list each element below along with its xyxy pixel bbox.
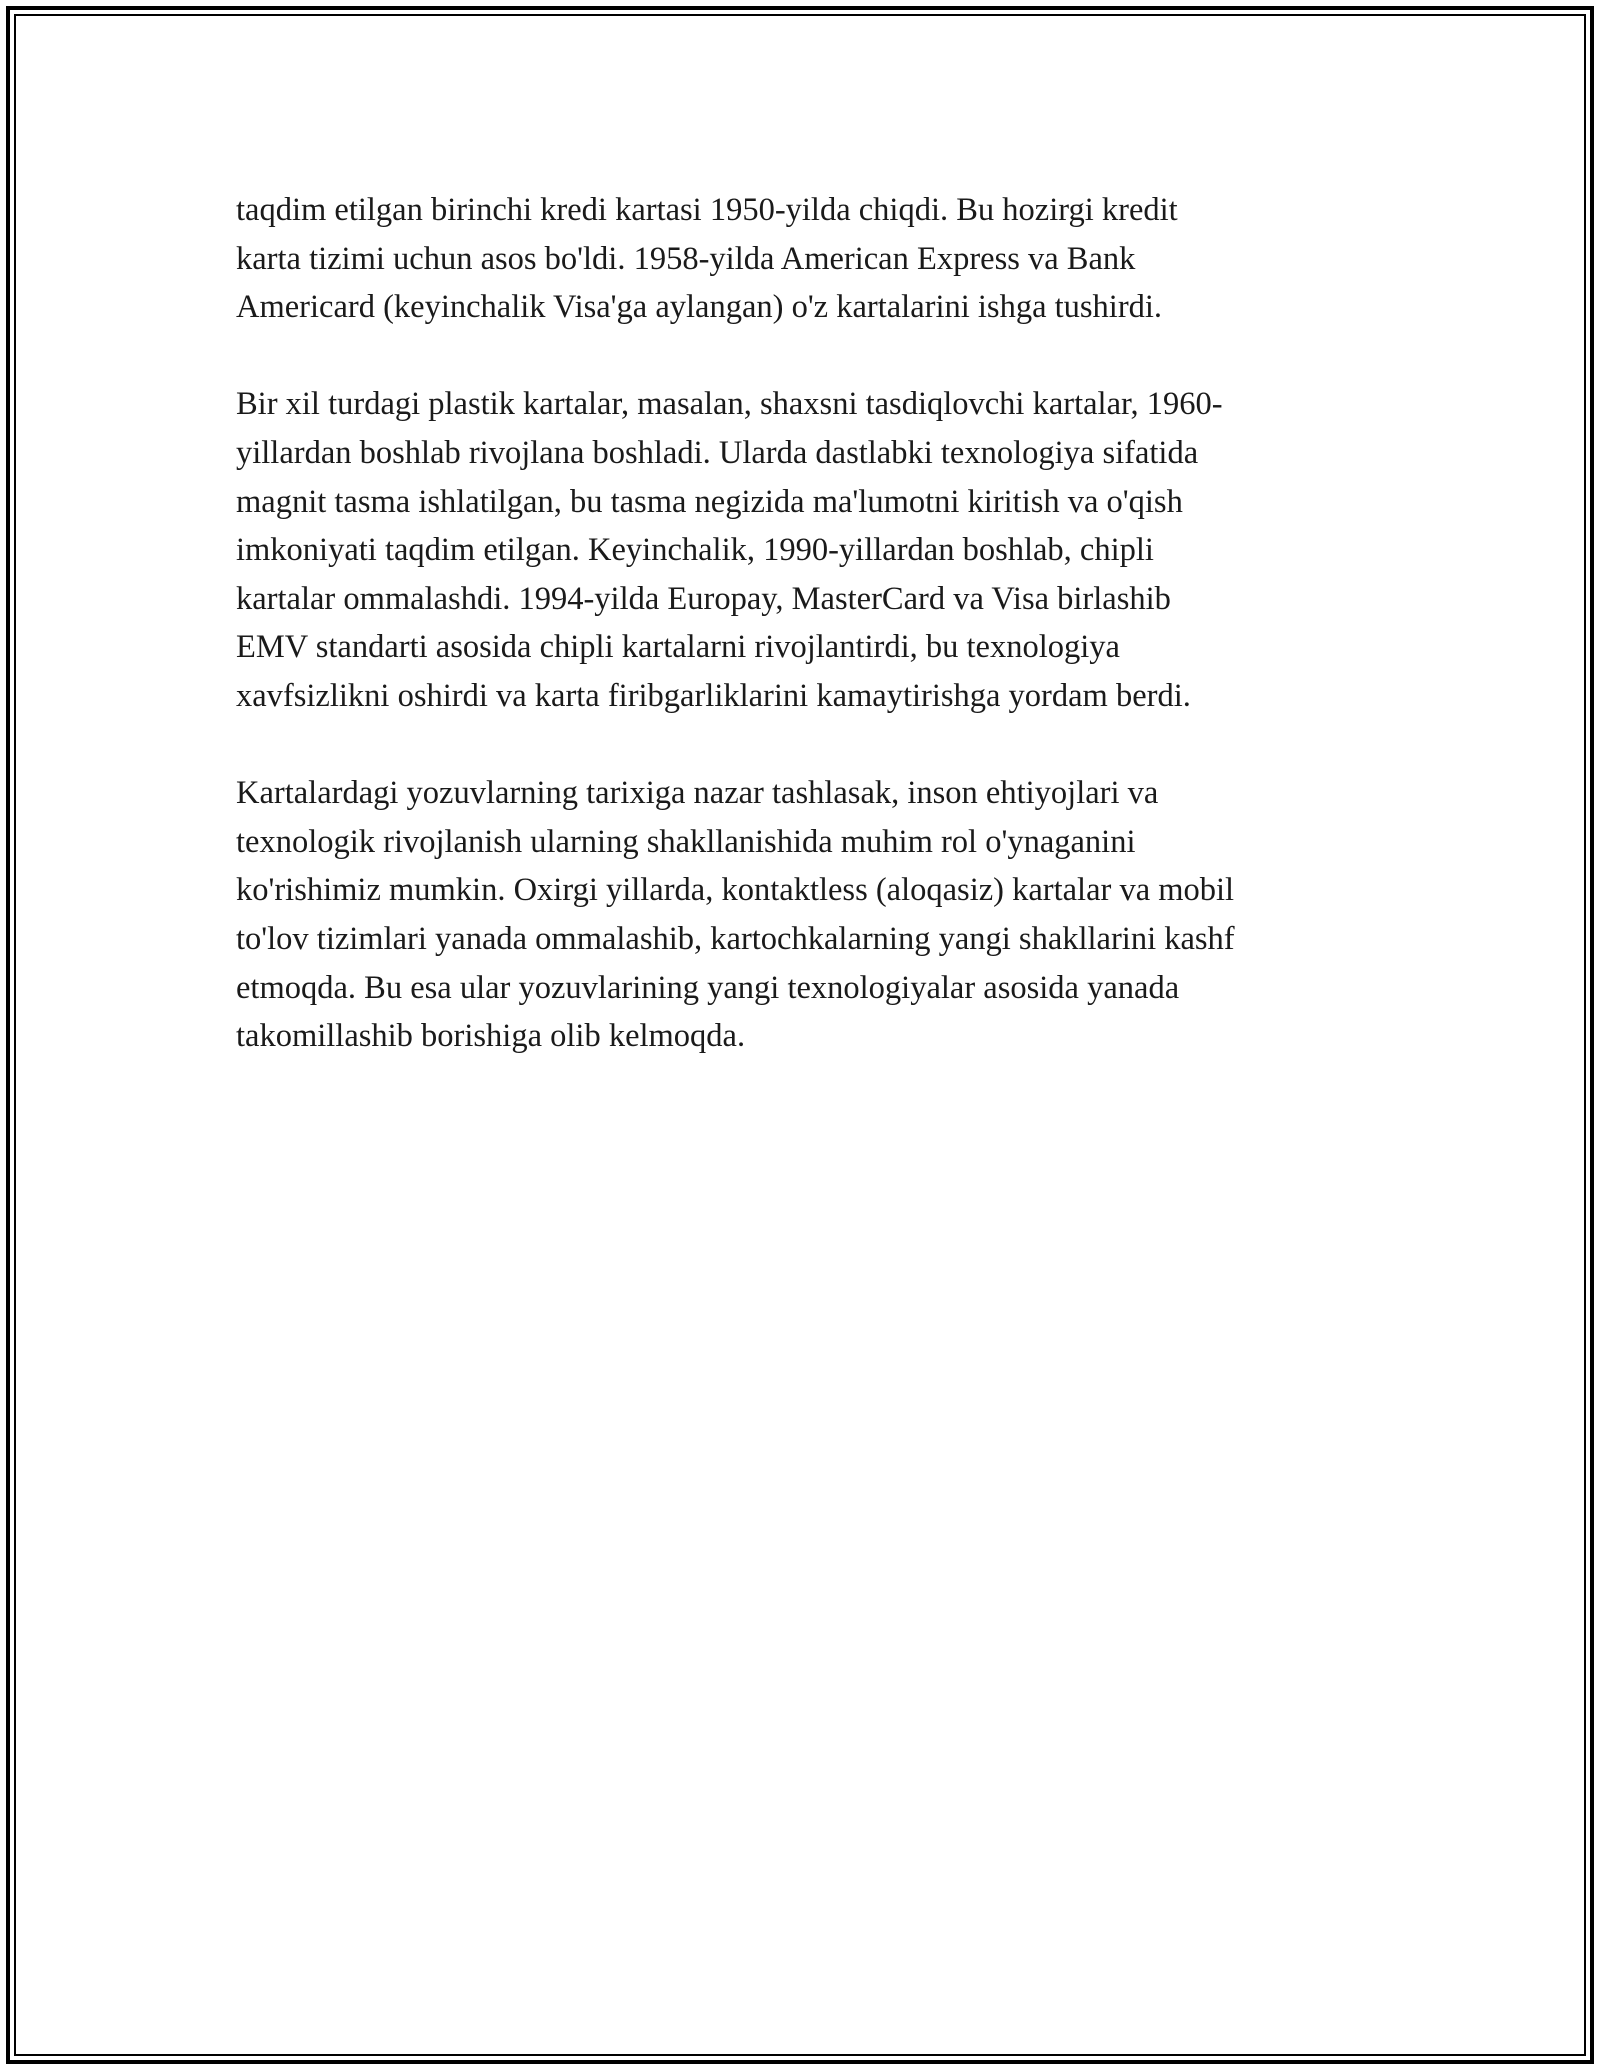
paragraph-plastic-cards	[236, 380, 1376, 720]
paragraph-card-inscriptions	[236, 769, 1376, 1061]
text-line: etmoqda. Bu esa ular yozuvlarining yangi texnologiyalar asosida yanada	[236, 969, 1180, 1006]
text-line: xavfsizlikni oshirdi va karta firibgarliklarini kamaytirishga yordam berdi.	[236, 677, 1191, 714]
text-line: EMV standarti asosida chipli kartalarni rivojlantirdi, bu texnologiya	[236, 629, 1120, 666]
text-line: to'lov tizimlari yanada ommalashib, kartochkalarning yangi shakllarini kashf	[236, 920, 1235, 957]
text-line: Kartalardagi yozuvlarning tarixiga nazar tashlasak, inson ehtiyojlari va	[236, 775, 1159, 812]
text-line: karta tizimi uchun asos bo'ldi. 1958-yilda American Express va Bank	[236, 240, 1136, 277]
text-line: ko'rishimiz mumkin. Oxirgi yillarda, kontaktless (aloqasiz) kartalar va mobil	[236, 872, 1235, 909]
text-line: Americard (keyinchalik Visa'ga aylangan) o'z kartalarini ishga tushirdi.	[236, 289, 1163, 326]
document-body	[236, 186, 1376, 1109]
text-line: texnologik rivojlanish ularning shakllanishida muhim rol o'ynaganini	[236, 823, 1136, 860]
text-line: kartalar ommalashdi. 1994-yilda Europay, MasterCard va Visa birlashib	[236, 580, 1171, 617]
text-line: taqdim etilgan birinchi kredi kartasi 1950-yilda chiqdi. Bu hozirgi kredit	[236, 192, 1178, 228]
text-line: Bir xil turdagi plastik kartalar, masalan, shaxsni tasdiqlovchi kartalar, 1960-	[236, 386, 1223, 423]
text-line: imkoniyati taqdim etilgan. Keyinchalik, 1990-yillardan boshlab, chipli	[236, 532, 1154, 569]
paragraph-credit-card-history	[236, 186, 1376, 332]
text-line: magnit tasma ishlatilgan, bu tasma negizida ma'lumotni kiritish va o'qish	[236, 483, 1183, 520]
text-line: takomillashib borishiga olib kelmoqda.	[236, 1018, 746, 1055]
text-line: yillardan boshlab rivojlana boshladi. Ularda dastlabki texnologiya sifatida	[236, 434, 1199, 471]
